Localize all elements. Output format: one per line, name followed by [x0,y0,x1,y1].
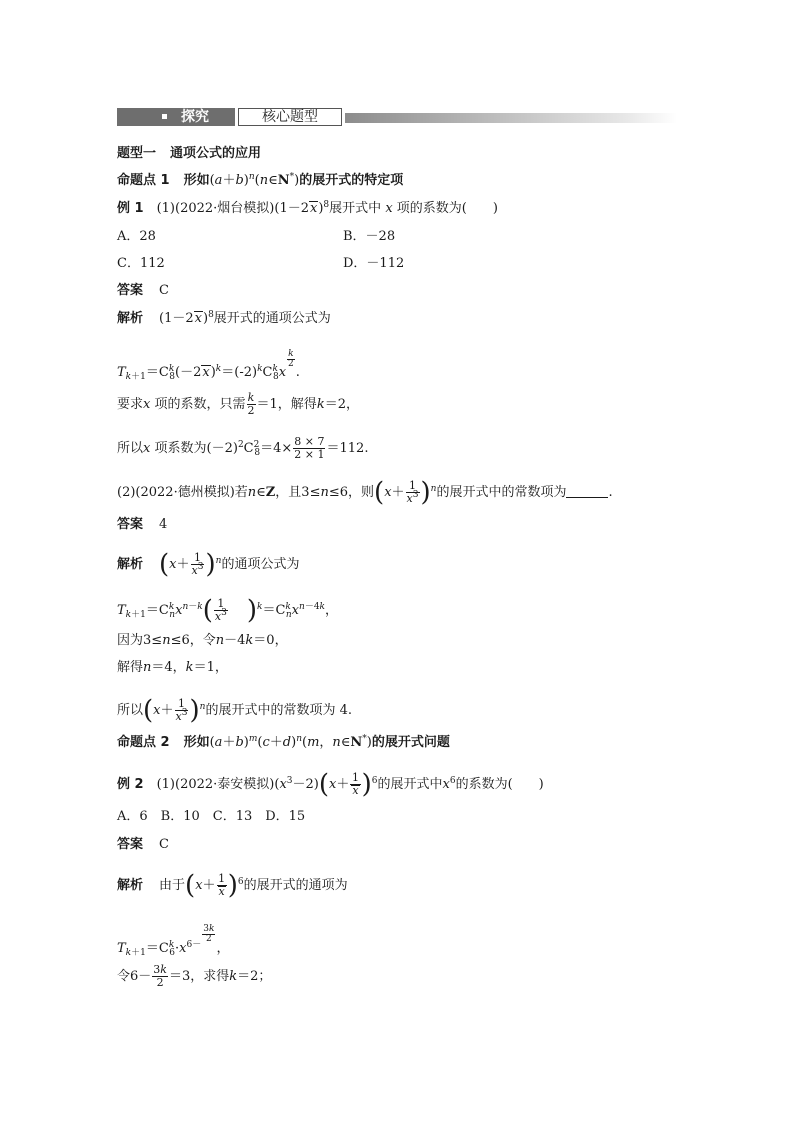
topic-1-heading: 命题点 1 形如$(a+b)^n(n\in N^*)$的展开式的特定项 [117,172,404,188]
banner-fade-bar [345,113,677,123]
section-heading: 题型一 通项公式的应用 [117,146,262,161]
analysis-3-intro: 解析 由于(x＋ $\frac{1}{x}$ )$^6$的展开式的通项为 [117,870,348,901]
analysis-2-intro: 解析 (x＋ $\frac{1}{x^3}$ )$^n$的通项公式为 [117,549,300,580]
analysis-1-formula: $T_{k+1}=C^k_8(-2x)^k=(-2)^kC^k_8x$ $\frac{k}{2}$ . [117,349,300,382]
example-1-part-2: (2)(2022·德州模拟)若n∈Z，且3≤n≤6，则(x＋ $\frac{1}{x^3}$ )$^n$的展开式中的常数项为 . [117,477,613,508]
banner-tab-core-types: 核心题型 [238,108,342,126]
option-a: A．28 [117,229,156,244]
analysis-2-because: 因为3≤n≤6，令n－4k＝0， [117,633,288,648]
example-1-part-1: 例 1 (1)(2022·烟台模拟)$(1-2x)^8$展开式中 x 项的系数为( ) [117,200,498,216]
answer-2: 答案 4 [117,517,168,532]
option-b: B．－28 [343,229,396,244]
option-d: D．－112 [343,256,405,271]
square-icon [162,114,167,119]
topic-2-heading: 命题点 2 形如$(a+b)^m(c+d)^n(m$，n∈N*)的展开式问题 [117,734,450,750]
analysis-3-formula: $T_{k+1}=C^k_6\cdot x^{6-}$ $\frac{3k}{2}$ ， [117,924,230,958]
analysis-2-formula: $T_{k+1}=C^k_nx^{n-k}$( $\frac{1}{x^3}$ )$^k=C^k_nx^{n-4k}$， [117,595,339,626]
analysis-2-solve: 解得n＝4，k＝1， [117,660,228,675]
answer-1: 答案 C [117,283,169,298]
banner-tab-explore: 探究 [117,108,235,126]
analysis-1-intro: 解析 $(1-2x)^8$展开式的通项公式为 [117,310,331,326]
option-c: C．112 [117,256,165,271]
example-2-options: A．6 B．10 C．13 D．15 [117,809,306,824]
analysis-2-result: 所以(x＋ $\frac{1}{x^3}$ )$^n$的展开式中的常数项为 4. [117,695,352,726]
analysis-1-result: 所以x 项系数为$(-2)^2C^2_8=4\times$ $\frac{8 \times 7}{2 \times 1}$ ＝112. [117,435,369,461]
fill-in-blank [566,485,608,498]
section-banner [117,108,677,126]
analysis-1-line-k: 要求x 项的系数，只需 $\frac{k}{2}$ ＝1，解得k＝2， [117,391,359,417]
answer-3: 答案 C [117,837,169,852]
analysis-3-solve: 令6－ $\frac{3k}{2}$ ＝3，求得k＝2； [117,963,272,989]
example-2: 例 2 (1)(2022·泰安模拟)$(x^3-2)(x+$ $\frac{1}{x}$ )$^6$的展开式中$x^6$的系数为( ) [117,769,544,800]
